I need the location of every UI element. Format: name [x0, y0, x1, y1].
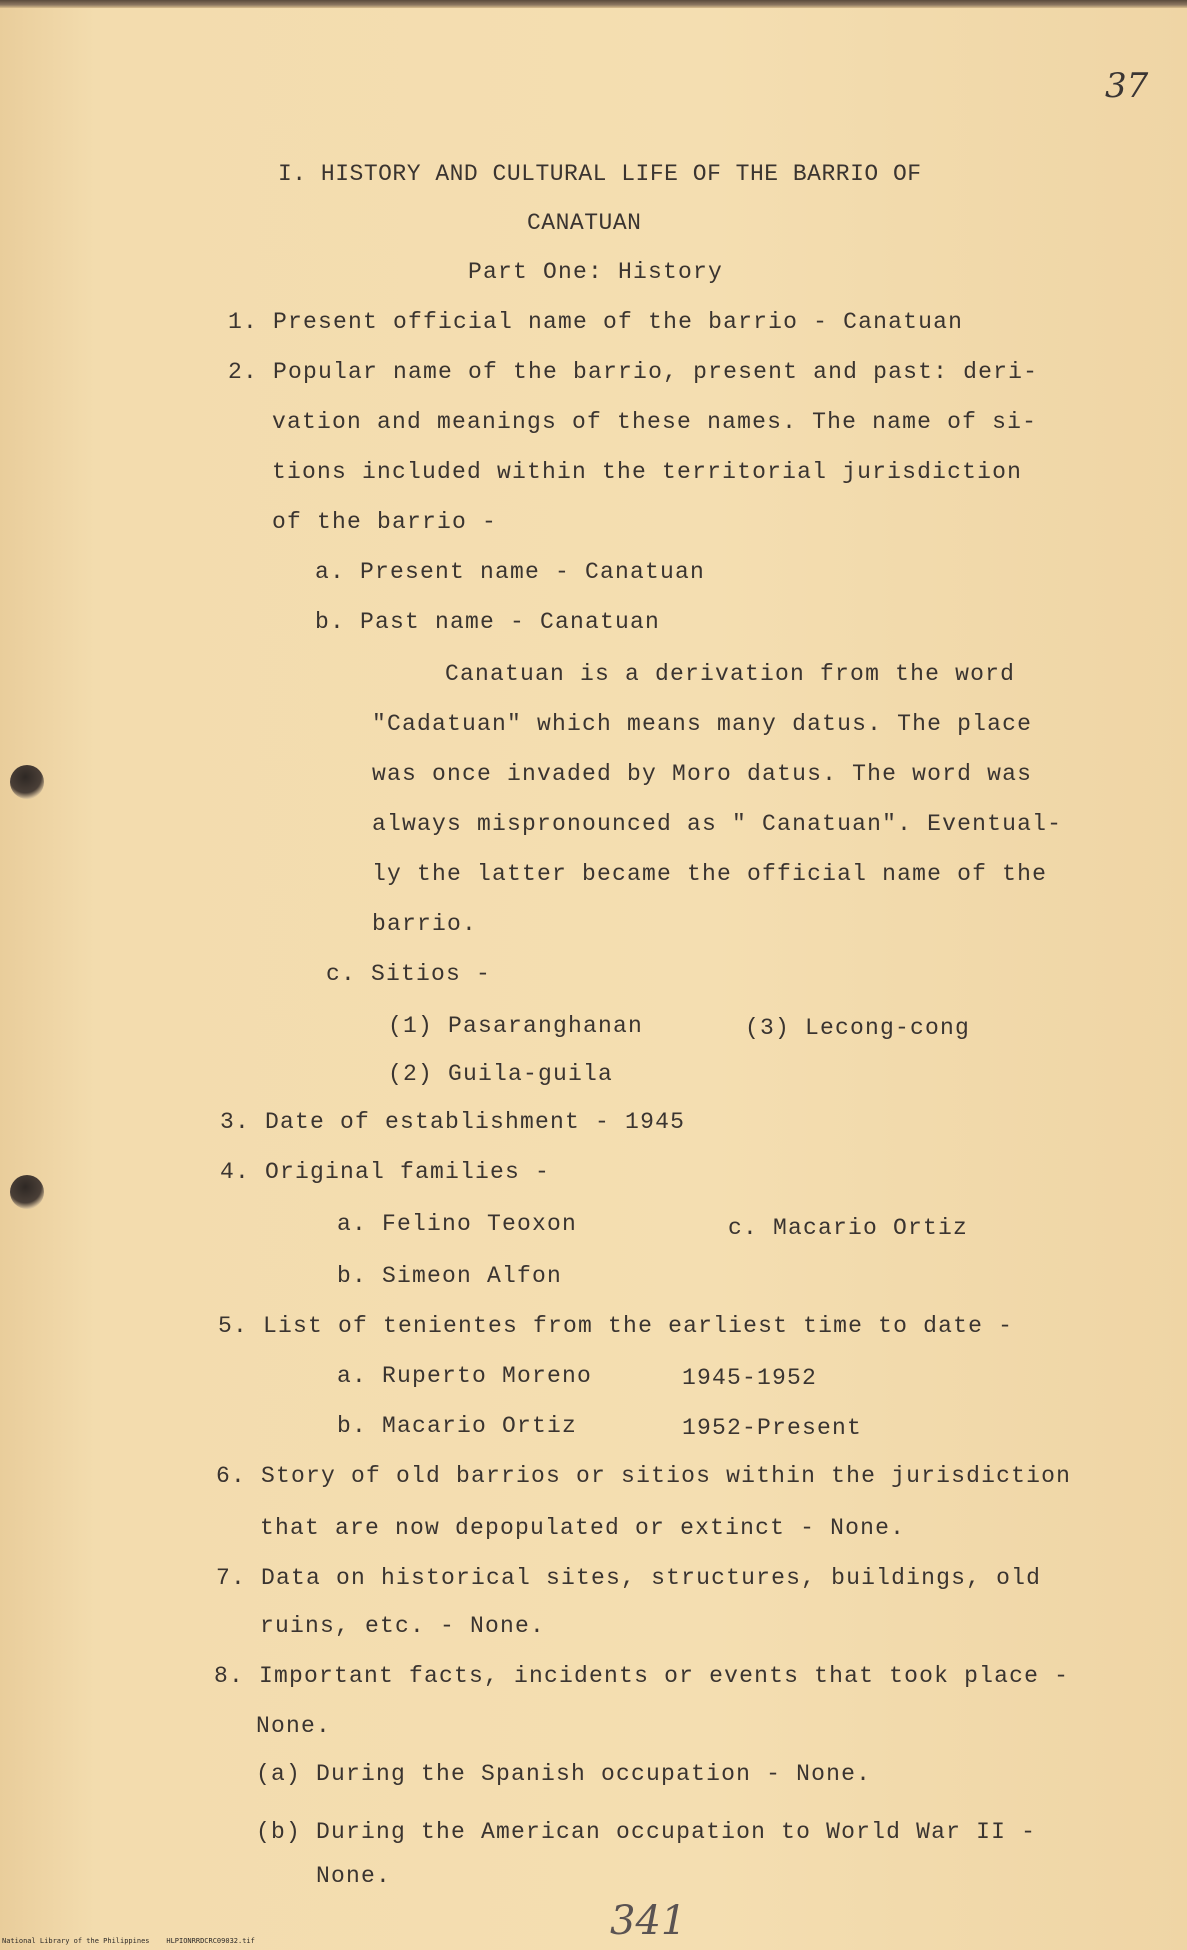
item-2-line-4: of the barrio - — [272, 509, 498, 535]
item-2-line-1: 2. Popular name of the barrio, present and past: deri- — [228, 359, 1039, 385]
item-6-line-1: 6. Story of old barrios or sitios within the jurisdiction — [216, 1463, 1072, 1489]
item-7-line-2: ruins, etc. - None. — [260, 1613, 546, 1639]
family-b: b. Simeon Alfon — [337, 1263, 563, 1289]
item-2-line-2: vation and meanings of these names. The name of si- — [272, 409, 1038, 435]
scan-footer: National Library of the Philippines HLPIONRRDCRC09032.tif — [2, 1937, 255, 1945]
derivation-para-5: ly the latter became the official name of the — [372, 861, 1048, 887]
handwritten-page-number: 37 — [1105, 66, 1149, 106]
item-1: 1. Present official name of the barrio - Canatuan — [228, 309, 964, 335]
item-4-heading: 4. Original families - — [220, 1159, 551, 1185]
item-6-line-2: that are now depopulated or extinct - None. — [260, 1515, 906, 1541]
teniente-b-years: 1952-Present — [682, 1415, 863, 1441]
section-subtitle: Part One: History — [468, 259, 724, 285]
item-8-b-line-1: (b) During the American occupation to World War II - — [256, 1819, 1037, 1845]
stamped-page-number: 341 — [610, 1898, 687, 1944]
item-2-b: b. Past name - Canatuan — [315, 609, 661, 635]
title-line-1: I. HISTORY AND CULTURAL LIFE OF THE BARRIO OF — [278, 161, 922, 187]
punch-hole — [10, 765, 44, 799]
sitio-2: (2) Guila-guila — [388, 1061, 614, 1087]
derivation-para-2: "Cadatuan" which means many datus. The place — [372, 711, 1033, 737]
family-a: a. Felino Teoxon — [337, 1211, 578, 1237]
teniente-a-name: a. Ruperto Moreno — [337, 1363, 593, 1389]
teniente-a-years: 1945-1952 — [682, 1365, 818, 1391]
top-edge-shadow — [0, 0, 1187, 8]
item-8-line-1: 8. Important facts, incidents or events that took place - — [214, 1663, 1070, 1689]
item-7-line-1: 7. Data on historical sites, structures, buildings, old — [216, 1565, 1042, 1591]
item-8-a: (a) During the Spanish occupation - None. — [256, 1761, 872, 1787]
derivation-para-6: barrio. — [372, 911, 478, 937]
item-3: 3. Date of establishment - 1945 — [220, 1109, 686, 1135]
item-8-b-line-2: None. — [316, 1863, 392, 1889]
teniente-b-name: b. Macario Ortiz — [337, 1413, 578, 1439]
item-2-c: c. Sitios - — [326, 961, 492, 987]
punch-hole — [10, 1175, 44, 1209]
derivation-para-3: was once invaded by Moro datus. The word was — [372, 761, 1033, 787]
item-2-a: a. Present name - Canatuan — [315, 559, 706, 585]
sitio-1: (1) Pasaranghanan — [388, 1013, 644, 1039]
family-c: c. Macario Ortiz — [728, 1215, 969, 1241]
item-8-line-2: None. — [256, 1713, 332, 1739]
derivation-para-1: Canatuan is a derivation from the word — [445, 661, 1016, 687]
item-2-line-3: tions included within the territorial jurisdiction — [272, 459, 1023, 485]
title-line-2: CANATUAN — [527, 210, 642, 236]
sitio-3: (3) Lecong-cong — [745, 1015, 971, 1041]
item-5-heading: 5. List of tenientes from the earliest time to date - — [218, 1313, 1014, 1339]
derivation-para-4: always mispronounced as " Canatuan". Eventual- — [372, 811, 1063, 837]
